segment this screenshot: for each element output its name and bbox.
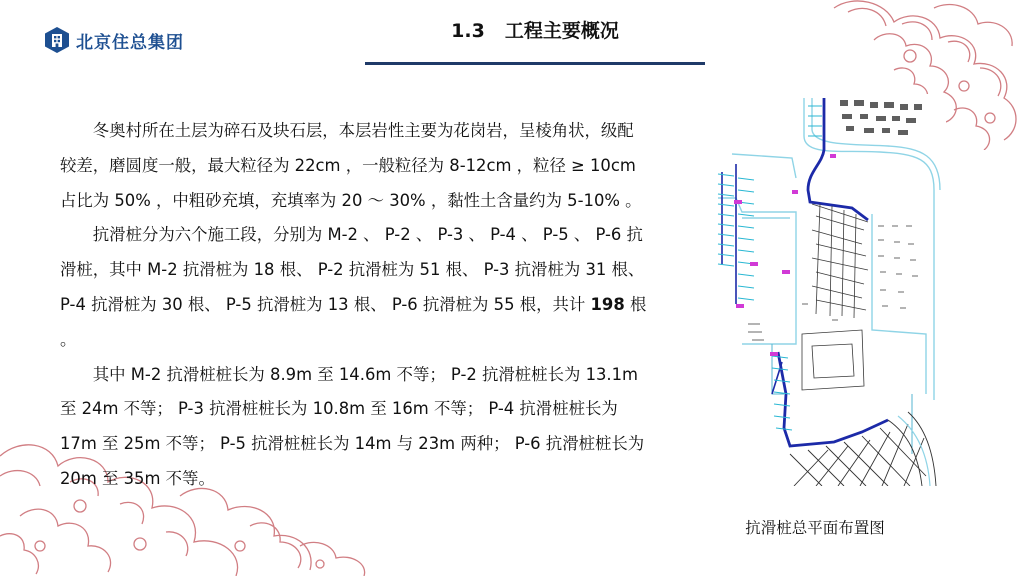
figure-caption: 抗滑桩总平面布置图 [745, 519, 885, 537]
paragraph-pile-lengths: 其中 M-2 抗滑桩桩长为 8.9m 至 14.6m 不等； P-2 抗滑桩桩长为 13.1m 至 24m 不等； P-3 抗滑桩桩长为 10.8m 至 16m 不等； P-4 抗滑桩桩长为 17m 至 25m 不等； P-5 抗滑桩桩长为 14m 与 23m 两种； P-6 抗滑桩桩长为 20m 至 35m 不等。 [60, 364, 645, 488]
page-title [365, 16, 705, 43]
paragraph-pile-sections [60, 218, 648, 357]
total-pile-count: 198 [590, 294, 625, 314]
paragraph-soil: 冬奥村所在土层为碎石及块石层，本层岩性主要为花岗岩，呈棱角状，级配较差，磨圆度一般，最大粒径为 22cm ，一般粒径为 8-12cm ，粒径 ≥ 10cm 占比为 50% ，中粗砂充填，充填率为 20 ～ 30% ，黏性土含量约为 5-10% 。 [60, 121, 642, 210]
section-title: 工程主要概况 [504, 20, 619, 42]
section-number: 1.3 [451, 20, 485, 42]
site-plan-drawing [712, 94, 946, 486]
title-underline [365, 62, 705, 65]
company-name: 北京住总集团 [76, 32, 184, 53]
pile-count-unit: 根 。 [60, 294, 647, 349]
company-logo [44, 26, 184, 54]
building-logo-icon [44, 26, 70, 54]
body-text [60, 114, 648, 497]
pile-sections-text: 抗滑桩分为六个施工段，分别为 M-2 、 P-2 、 P-3 、 P-4 、 P-5 、 P-6 抗滑桩，其中 M-2 抗滑桩为 18 根、 P-2 抗滑桩为 51 根、 P-3 抗滑桩为 31 根、 P-4 抗滑桩为 30 根、 P-5 抗滑桩为 13 根、 P-6 抗滑桩为 55 根，共计 [60, 225, 645, 314]
